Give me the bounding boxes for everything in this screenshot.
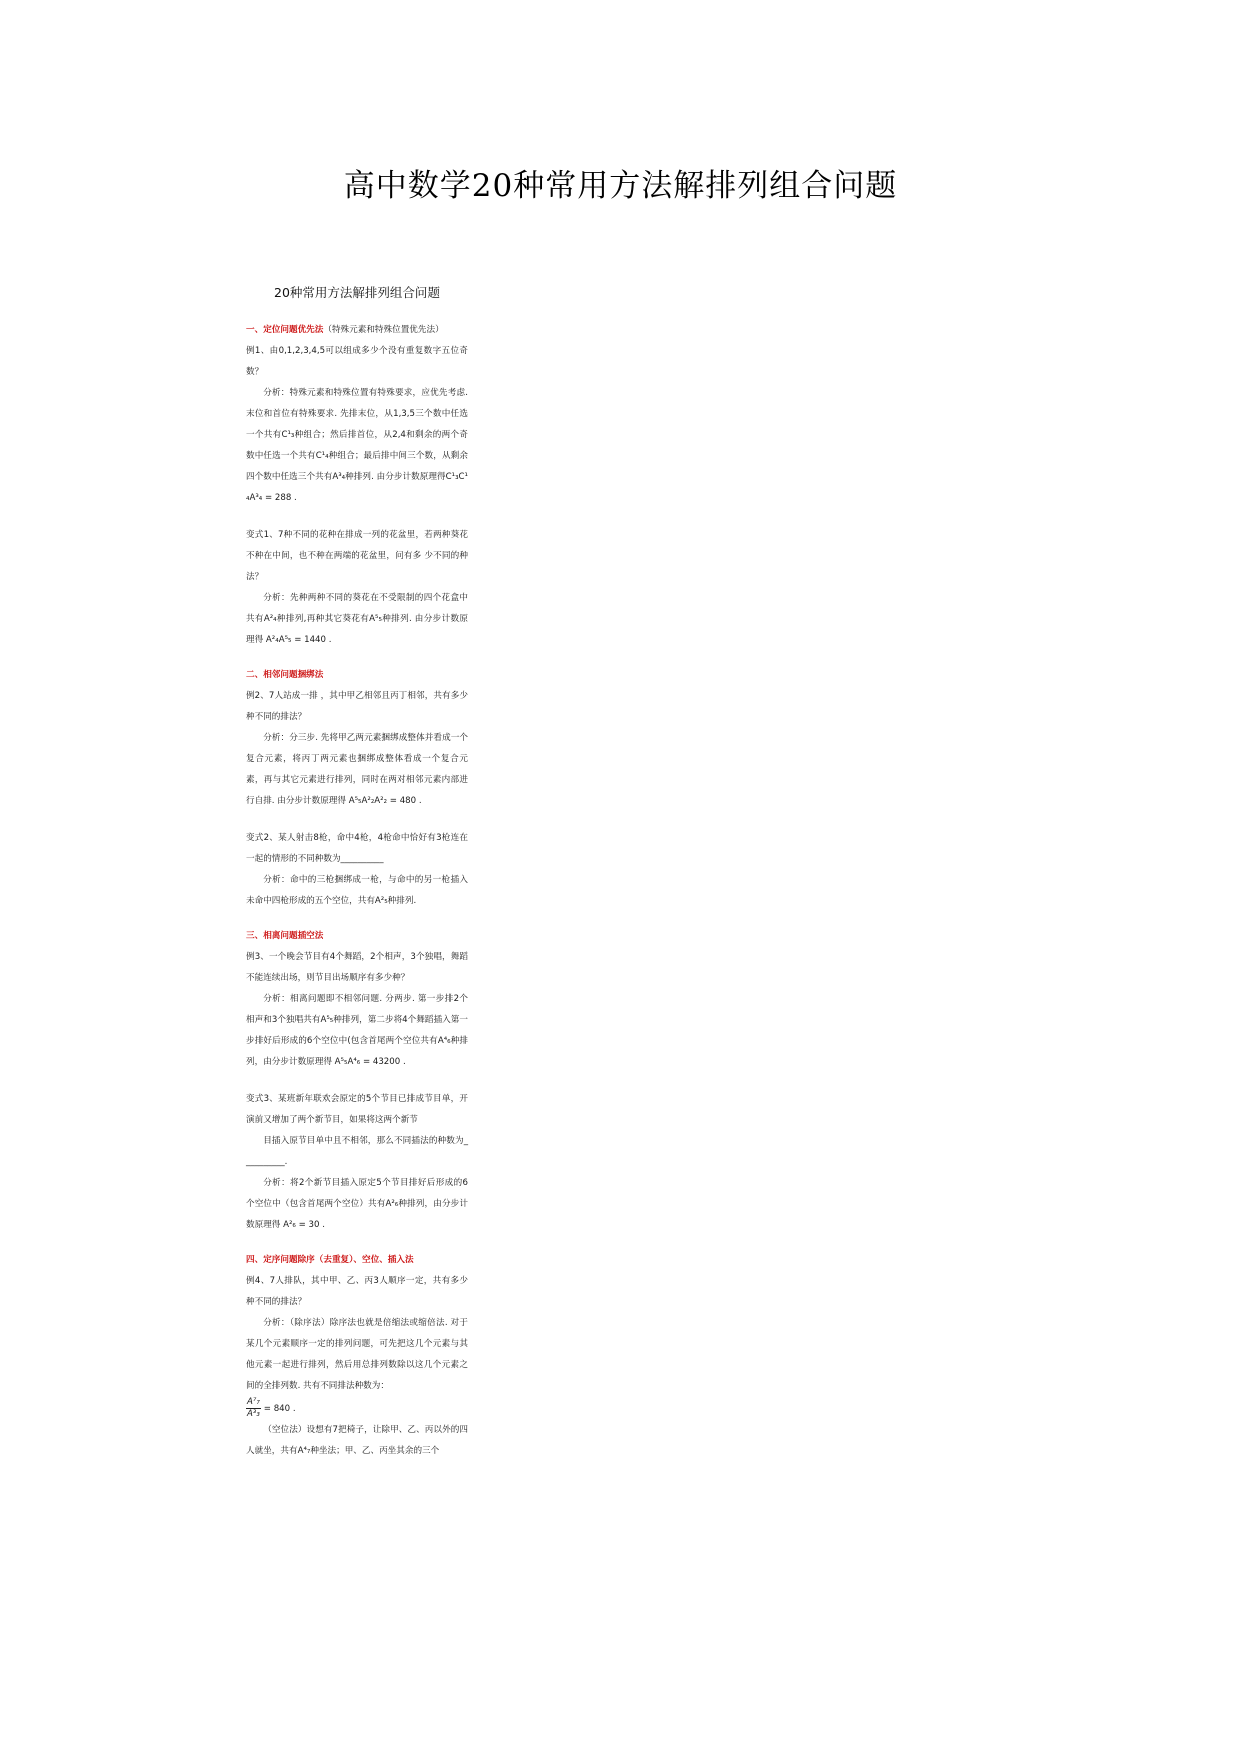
- document-body: [246, 282, 468, 1462]
- variant-text: 变式2、某人射击8枪，命中4枪，4枪命中恰好有3枪连在一起的情形的不同种数为__________: [246, 833, 468, 864]
- variant-text: 变式1、7种不同的花种在排成一列的花盆里，若两种葵花不种在中间，也不种在两端的花盆里，问有多 少不同的种法？: [246, 530, 468, 582]
- analysis-text: 分析：特殊元素和特殊位置有特殊要求，应优先考虑. 末位和首位有特殊要求. 先排末位，从1,3,5三个数中任选一个共有C¹₃种组合；然后排首位，从2,4和剩余的两个奇数中任选一个共有C¹₄种组合；最后排中间三个数，从剩余四个数中任选三个共有A³₄种排列. 由分步计数原理得C¹₃C¹₄A³₄ = 288 .: [246, 388, 468, 503]
- example-text: 例3、一个晚会节目有4个舞蹈，2个相声，3个独唱，舞蹈不能连续出场，则节目出场顺序有多少种？: [246, 952, 468, 983]
- variant-text: 变式3、某班新年联欢会原定的5个节目已排成节目单，开演前又增加了两个新节目，如果将这两个新节: [246, 1094, 468, 1125]
- variant-analysis-text: 分析：先种两种不同的葵花在不受限制的四个花盒中共有A²₄种排列,再种其它葵花有A⁵₅种排列. 由分步计数原理得 A²₄A⁵₅ = 1440 .: [246, 593, 468, 645]
- fraction-line: [246, 1397, 468, 1420]
- fraction-numerator: A⁷₇: [247, 1397, 260, 1407]
- document-subtitle: 20种常用方法解排列组合问题: [274, 285, 440, 300]
- analysis-text: 分析：分三步. 先将甲乙两元素捆绑成整体并看成一个复合元素，将丙丁两元素也捆绑成整体看成一个复合元素，再与其它元素进行排列，同时在两对相邻元素内部进行自排. 由分步计数原理得 A⁵₅A²₂A²₂ = 480 .: [246, 733, 468, 806]
- variant-text-continued: 目插入原节目单中且不相邻，那么不同插法的种数为__________.: [246, 1136, 468, 1167]
- page-title: 高中数学20种常用方法解排列组合问题: [343, 168, 898, 204]
- fraction-denominator: A³₃: [247, 1409, 260, 1419]
- example-text: 例2、7人站成一排 ，其中甲乙相邻且丙丁相邻，共有多少种不同的排法？: [246, 691, 468, 722]
- section-heading-4: [246, 1250, 468, 1271]
- variant-analysis-text: 分析：将2个新节目插入原定5个节目排好后形成的6个空位中（包含首尾两个空位）共有A²₆种排列，由分步计数原理得 A²₆ = 30 .: [246, 1178, 468, 1230]
- section-heading-note: （特殊元素和特殊位置优先法）: [323, 325, 444, 335]
- section-heading-red: 三、相离问题插空法: [246, 931, 324, 941]
- analysis-text-2: （空位法）设想有7把椅子，让除甲、乙、丙以外的四人就坐，共有A⁴₇种坐法；甲、乙、丙坐其余的三个: [246, 1425, 468, 1456]
- fraction-result: = 840 .: [263, 1404, 296, 1414]
- section-heading-2: [246, 665, 468, 686]
- section-heading-red: 一、定位问题优先法: [246, 325, 324, 335]
- section-heading-1: [246, 320, 468, 341]
- variant-analysis-text: 分析：命中的三枪捆绑成一枪，与命中的另一枪插入未命中四枪形成的五个空位，共有A²₅种排列.: [246, 875, 468, 906]
- analysis-text: 分析：（除序法）除序法也就是倍缩法或缩倍法. 对于某几个元素顺序一定的排列问题，可先把这几个元素与其他元素一起进行排列，然后用总排列数除以这几个元素之间的全排列数. 共有不同排法种数为：: [246, 1318, 468, 1391]
- fraction: [246, 1397, 261, 1420]
- example-text: 例1、由0,1,2,3,4,5可以组成多少个没有重复数字五位奇数？: [246, 346, 468, 377]
- analysis-text: 分析：相离问题即不相邻问题. 分两步. 第一步排2个相声和3个独唱共有A⁵₅种排列，第二步将4个舞蹈插入第一步排好后形成的6个空位中(包含首尾两个空位共有A⁴₆种排列，由分步计数原理得 A⁵₅A⁴₆ = 43200 .: [246, 994, 468, 1067]
- section-heading-red: 二、相邻问题捆绑法: [246, 670, 324, 680]
- section-heading-3: [246, 926, 468, 947]
- example-text: 例4、7人排队，其中甲、乙、丙3人顺序一定，共有多少种不同的排法？: [246, 1276, 468, 1307]
- section-heading-red: 四、定序问题除序（去重复）、空位、插入法: [246, 1255, 414, 1265]
